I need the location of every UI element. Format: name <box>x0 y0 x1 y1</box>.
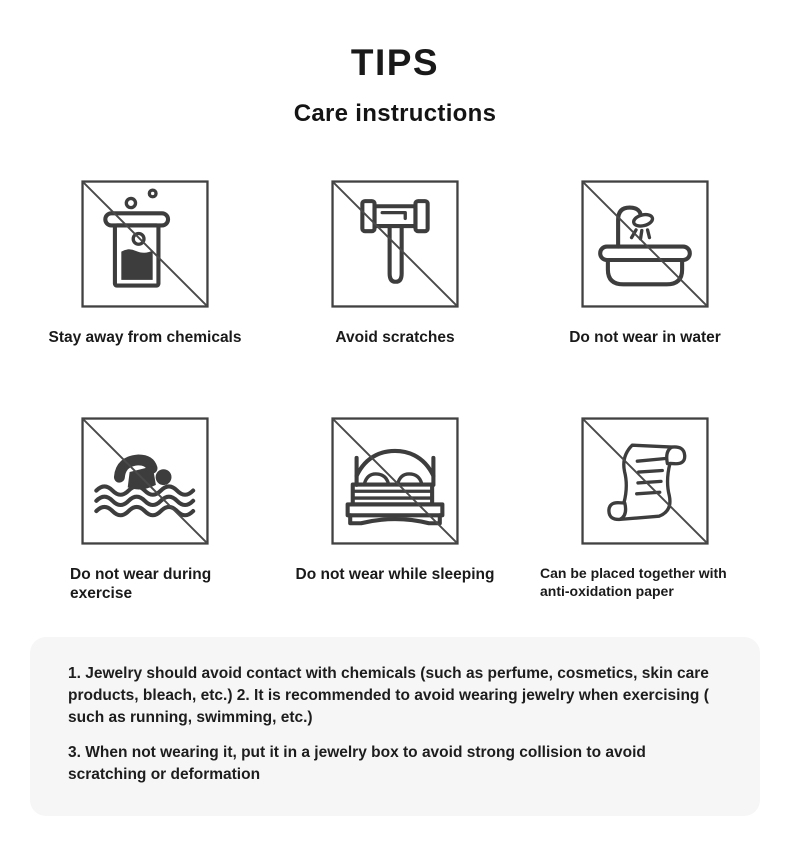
care-item-label: Do not wear while sleeping <box>295 566 495 583</box>
chemicals-beaker-icon <box>80 180 210 308</box>
care-item-label: Can be placed together with anti-oxidation paper <box>540 565 727 599</box>
page-title: TIPS <box>350 42 440 83</box>
care-item-anti-oxidation-paper <box>520 417 770 654</box>
care-item-chemicals <box>20 180 270 417</box>
care-item-label: Avoid scratches <box>335 329 455 346</box>
page-header <box>0 0 790 128</box>
care-item-label: Do not wear during exercise <box>70 566 212 603</box>
care-note-paragraph-2: 3. When not wearing it, put it in a jewelry box to avoid strong collision to avoid scratching or deformation <box>68 744 646 783</box>
care-note-paragraph-1: 1. Jewelry should avoid contact with chemicals (such as perfume, cosmetics, skin care products, bleach, etc.) 2. It is recommended to avoid wearing jewelry when exercising ( such as running, swimming, etc.) <box>68 665 709 726</box>
bathtub-shower-icon <box>580 180 710 308</box>
care-item-label: Do not wear in water <box>569 329 721 346</box>
anti-oxidation-paper-icon <box>580 417 710 545</box>
swimmer-icon <box>80 417 210 545</box>
bed-icon <box>330 417 460 545</box>
care-item-exercise <box>20 417 270 654</box>
care-notes-box <box>30 637 760 816</box>
page-subtitle: Care instructions <box>293 100 497 127</box>
care-icons-grid <box>20 180 770 654</box>
care-item-label: Stay away from chemicals <box>48 329 242 346</box>
care-item-scratches <box>270 180 520 417</box>
care-item-sleeping <box>270 417 520 654</box>
care-item-water <box>520 180 770 417</box>
hammer-icon <box>330 180 460 308</box>
